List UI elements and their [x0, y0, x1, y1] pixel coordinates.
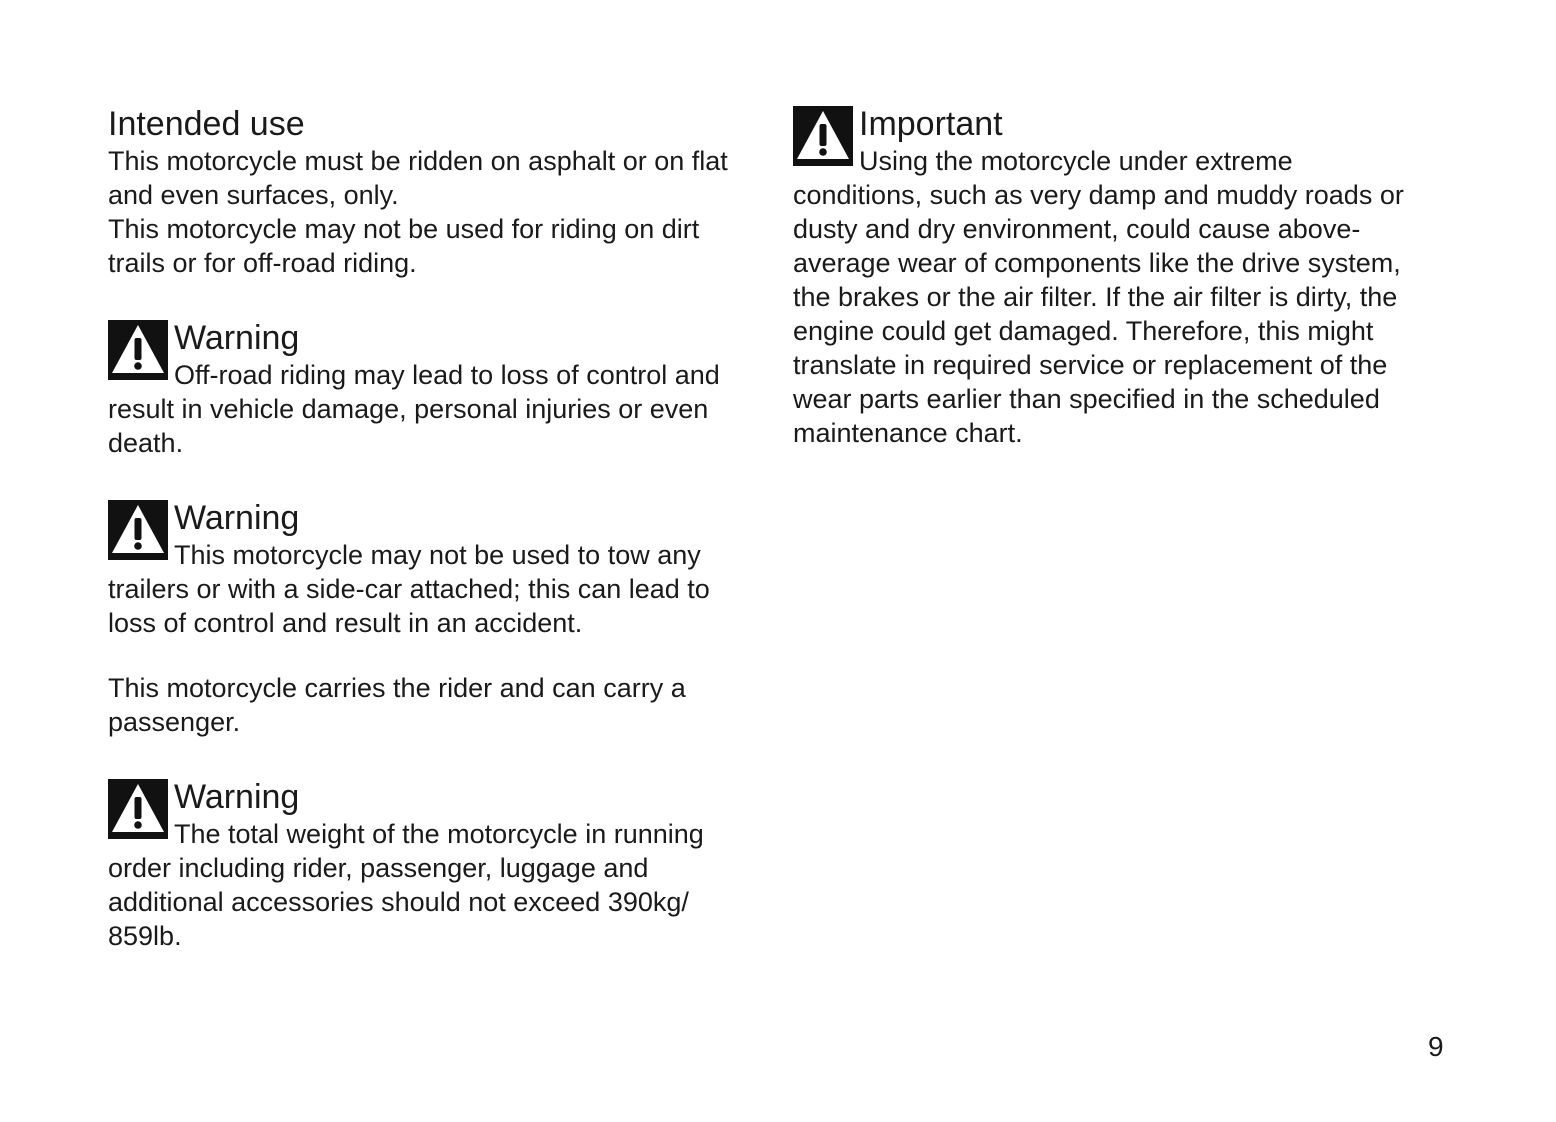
text-line: conditions, such as very damp and muddy roads or [793, 180, 1404, 210]
text-line: maintenance chart. [793, 418, 1023, 448]
intended-use-section [108, 104, 768, 280]
warning-weight-section [108, 777, 768, 953]
text-line: trailers or with a side-car attached; this can lead to [108, 574, 710, 604]
text-line: translate in required service or replacement of the [793, 350, 1388, 380]
warning-triangle-icon [793, 106, 853, 166]
text-line: death. [108, 428, 184, 458]
text-line: passenger. [108, 707, 241, 737]
intended-use-heading: Intended use [108, 105, 305, 143]
text-line: This motorcycle may not be used for riding on dirt [108, 214, 700, 244]
text-line: result in vehicle damage, personal injuries or even [108, 394, 709, 424]
warning-heading: Warning [174, 319, 300, 357]
important-first-line: Using the motorcycle under extreme [859, 146, 1293, 176]
text-line: wear parts earlier than specified in the scheduled [793, 384, 1380, 414]
text-line: 859lb. [108, 921, 182, 951]
right-column [793, 104, 1453, 450]
left-column [108, 104, 768, 953]
warning-triangle-icon [108, 500, 168, 560]
page-number: 9 [1428, 1031, 1444, 1062]
text-line: the brakes or the air filter. If the air filter is dirty, the [793, 282, 1398, 312]
text-line: trails or for off-road riding. [108, 248, 417, 278]
text-line: loss of control and result in an accident. [108, 608, 583, 638]
warning-heading: Warning [174, 499, 300, 537]
text-line: engine could get damaged. Therefore, this might [793, 316, 1374, 346]
text-line: and even surfaces, only. [108, 180, 399, 210]
warning-first-line: This motorcycle may not be used to tow any [174, 540, 701, 570]
text-line: average wear of components like the drive system, [793, 248, 1401, 278]
warning-tow-section [108, 498, 768, 640]
important-heading: Important [859, 105, 1003, 143]
passenger-section [108, 671, 768, 739]
warning-triangle-icon [108, 779, 168, 839]
intended-use-text [108, 144, 768, 280]
text-line: This motorcycle carries the rider and can carry a [108, 673, 686, 703]
text-line: order including rider, passenger, luggage and [108, 853, 649, 883]
warning-offroad-section [108, 318, 768, 460]
text-line: This motorcycle must be ridden on asphalt or on flat [108, 146, 728, 176]
important-section [793, 104, 1453, 450]
warning-heading: Warning [174, 778, 300, 816]
warning-first-line: Off-road riding may lead to loss of control and [174, 360, 720, 390]
text-line: additional accessories should not exceed 390kg/ [108, 887, 689, 917]
warning-first-line: The total weight of the motorcycle in running [174, 819, 704, 849]
text-line: dusty and dry environment, could cause above- [793, 214, 1361, 244]
warning-triangle-icon [108, 320, 168, 380]
